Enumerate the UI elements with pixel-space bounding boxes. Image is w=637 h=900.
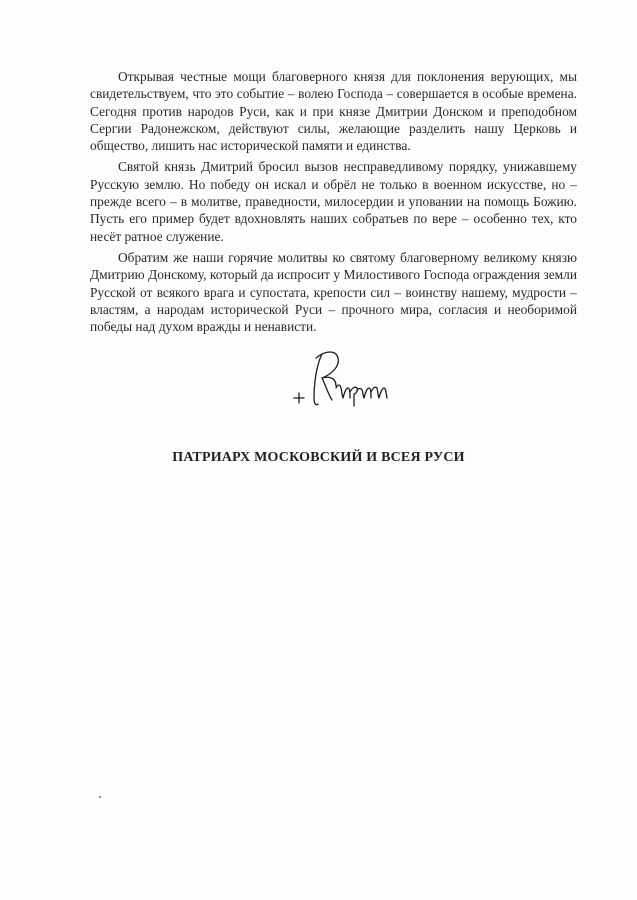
paragraph-3: Обратим же наши горячие молитвы ко святому благоверному великому князю Дмитрию Донскому, который да испросит у Милостивого Господа ограждения земли Русской от всякого врага и супостата, крепости сил – воинству нашему, мудрости – властям, а народам исторической Руси – прочного мира, согласия и необоримой победы над духом вражды и ненависти. bbox=[90, 249, 577, 335]
letter-body bbox=[90, 68, 577, 339]
paragraph-1: Открывая честные мощи благоверного князя для поклонения верующих, мы свидетельствуем, что это событие – волею Господа – совершается в особые времена. Сегодня против народов Руси, как и при князе Дмитрии Донском и преподобном Сергии Радонежском, действуют силы, желающие разделить нашу Церковь и общество, лишить нас исторической памяти и единства. bbox=[90, 69, 577, 154]
scan-speck bbox=[99, 796, 101, 798]
paragraph-2: Святой князь Дмитрий бросил вызов несправедливому порядку, унижавшему Русскую землю. Но победу он искал и обрёл не только в военном искусстве, но – прежде всего – в молитве, праведности, милосердии и уповании на помощь Божию. Пусть его пример будет вдохновлять наших собратьев по вере – особенно тех, кто несёт ратное служение. bbox=[90, 159, 577, 244]
signatory-title: ПАТРИАРХ МОСКОВСКИЙ И ВСЕЯ РУСИ bbox=[172, 450, 465, 465]
handwritten-signature bbox=[292, 348, 402, 420]
